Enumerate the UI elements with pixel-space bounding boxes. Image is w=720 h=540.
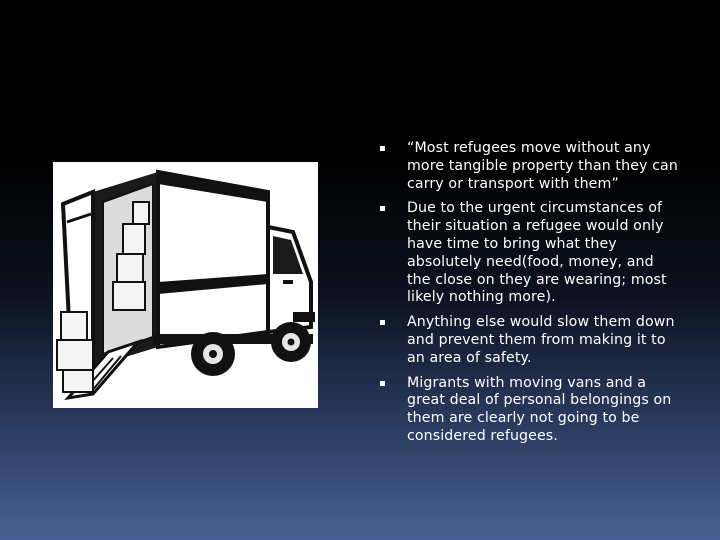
bullet-item — [380, 200, 680, 307]
square-bullet-icon — [380, 320, 385, 325]
bullet-item — [380, 375, 680, 446]
bullet-list — [380, 140, 680, 453]
bullet-text: Anything else would slow them down and prevent them from making it to an area of safety. — [407, 314, 675, 366]
moving-truck-icon — [53, 162, 318, 408]
bullet-item — [380, 314, 680, 367]
bullet-item — [380, 140, 680, 193]
square-bullet-icon — [380, 206, 385, 211]
bullet-text: “Most refugees move without any more tangible property than they can carry or transport with them” — [407, 140, 678, 192]
square-bullet-icon — [380, 146, 385, 151]
bullet-text: Due to the urgent circumstances of their situation a refugee would only have time to bring what they absolutely need(food, money, and the close on they are wearing; most likely nothing more). — [407, 200, 667, 306]
square-bullet-icon — [380, 381, 385, 386]
moving-truck-illustration — [53, 162, 318, 408]
bullet-text: Migrants with moving vans and a great deal of personal belongings on them are clearly not going to be considered refugees. — [407, 374, 672, 444]
